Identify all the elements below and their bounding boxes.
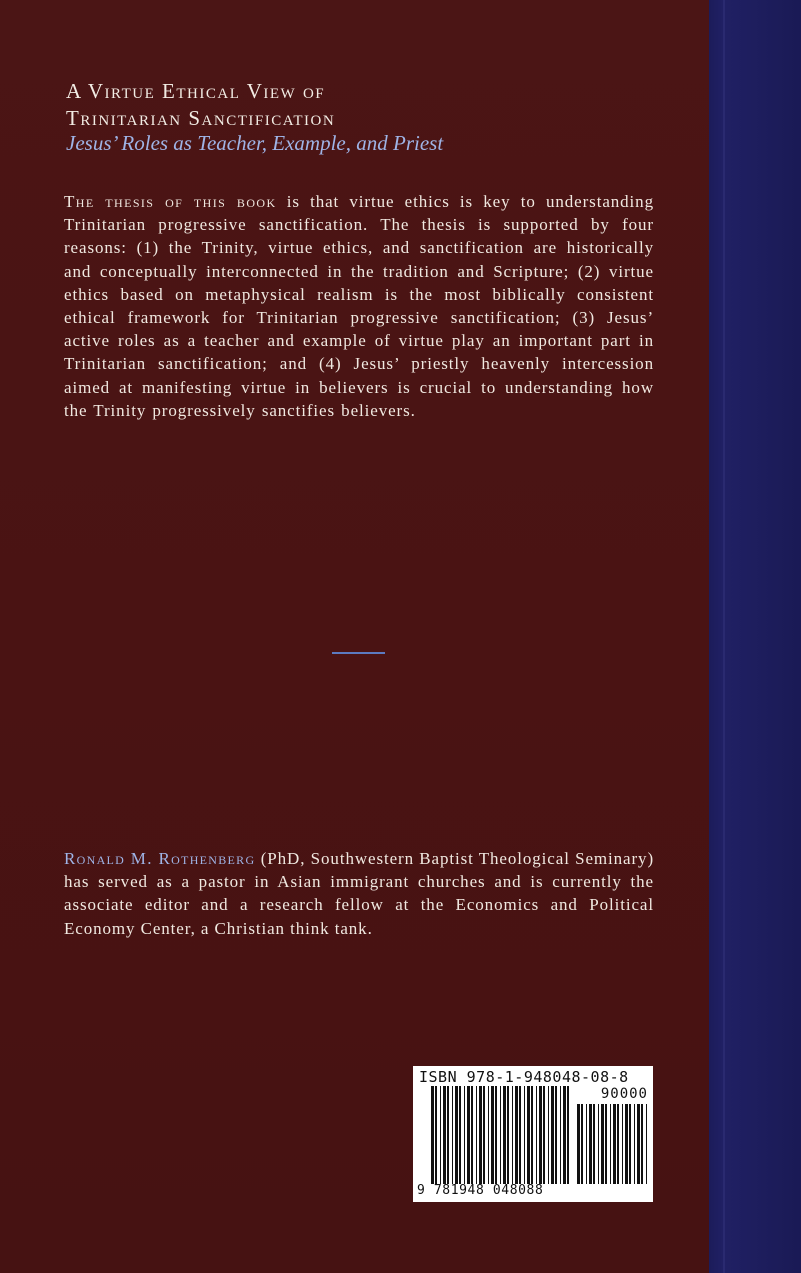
barcode-bar xyxy=(641,1104,643,1184)
description-lead: The thesis of this book xyxy=(64,192,277,211)
author-bio xyxy=(64,847,654,940)
barcode-bar xyxy=(613,1104,616,1184)
barcode-bar xyxy=(617,1104,619,1184)
barcode-bar xyxy=(629,1104,631,1184)
barcode-bar xyxy=(464,1086,465,1184)
barcode-bar xyxy=(634,1104,635,1184)
barcode-bar xyxy=(601,1104,604,1184)
title-line-2: Trinitarian Sanctification xyxy=(66,106,336,130)
barcode-bar xyxy=(519,1086,521,1184)
barcode-bar xyxy=(515,1086,518,1184)
barcode-bar xyxy=(476,1086,477,1184)
spine xyxy=(709,0,801,1273)
barcode-bar xyxy=(605,1104,607,1184)
barcode-bar xyxy=(543,1086,545,1184)
barcode-bar xyxy=(555,1086,557,1184)
barcode-bar xyxy=(440,1086,441,1184)
barcode-bar xyxy=(443,1086,446,1184)
barcode-bar xyxy=(625,1104,628,1184)
barcode-bar xyxy=(452,1086,453,1184)
barcode-bar xyxy=(567,1086,569,1184)
price-code: 90000 xyxy=(600,1086,648,1102)
book-description xyxy=(64,190,654,422)
description-text: is that virtue ethics is key to understanding Trinitarian progressive sanctification. The thesis is supported by four reasons: (1) the Trinity, virtue ethics, and sanctification are historically and conceptually interconnected in the tradition and Scripture; (2) virtue ethics based on metaphysical realism is the most biblically consistent ethical framework for Trinitarian progressive sanctification; (3) Jesus’ active roles as a teacher and example of virtue play an important part in Trinitarian sanctification; and (4) Jesus’ priestly heavenly intercession aimed at manifesting virtue in believers is crucial to understanding how the Trinity progressively sanctifies believers. xyxy=(64,192,654,420)
barcode-bar xyxy=(610,1104,611,1184)
barcode-bar xyxy=(459,1086,461,1184)
barcode-bar xyxy=(503,1086,506,1184)
barcode-bar xyxy=(646,1104,647,1184)
spine-rule xyxy=(723,0,725,1273)
barcode-bar xyxy=(598,1104,599,1184)
barcode-bar xyxy=(447,1086,449,1184)
barcode-bar xyxy=(531,1086,533,1184)
barcode-bar xyxy=(539,1086,542,1184)
barcode-bar xyxy=(507,1086,509,1184)
barcode-bar xyxy=(581,1104,583,1184)
ean-bars xyxy=(431,1086,569,1184)
book-title xyxy=(66,78,666,132)
barcode-bar xyxy=(455,1086,458,1184)
barcode-bar xyxy=(622,1104,623,1184)
isbn-label: ISBN 978-1-948048-08-8 xyxy=(419,1068,629,1086)
barcode-bar xyxy=(431,1086,434,1184)
barcode-bar xyxy=(536,1086,537,1184)
barcode-bar xyxy=(483,1086,485,1184)
book-subtitle: Jesus’ Roles as Teacher, Example, and Priest xyxy=(66,131,444,155)
barcode-bar xyxy=(467,1086,470,1184)
barcode-bar xyxy=(524,1086,525,1184)
barcode-bar xyxy=(589,1104,592,1184)
author-bio-text: (PhD, Southwestern Baptist Theological Seminary) has served as a pastor in Asian immigrant churches and is currently the associate editor and a research fellow at the Economics and Political Economy Center, a Christian think tank. xyxy=(64,849,655,938)
barcode-bar xyxy=(586,1104,587,1184)
barcode-bar xyxy=(491,1086,494,1184)
barcode-bar xyxy=(560,1086,561,1184)
barcode-bar xyxy=(527,1086,530,1184)
section-divider xyxy=(332,652,385,654)
barcode-bars xyxy=(413,1066,653,1202)
barcode-bar xyxy=(500,1086,501,1184)
author-name: Ronald M. Rothenberg xyxy=(64,849,256,868)
barcode-bar xyxy=(471,1086,473,1184)
barcode-bar xyxy=(488,1086,489,1184)
isbn-barcode xyxy=(413,1066,653,1202)
barcode-bar xyxy=(479,1086,482,1184)
barcode-bar xyxy=(577,1104,580,1184)
barcode-bar xyxy=(551,1086,554,1184)
barcode-bar xyxy=(548,1086,549,1184)
ean-digits: 9 781948 048088 xyxy=(417,1183,544,1198)
addon-bars xyxy=(577,1104,647,1184)
barcode-bar xyxy=(637,1104,640,1184)
barcode-bar xyxy=(495,1086,497,1184)
title-line-1: A Virtue Ethical View of xyxy=(66,79,326,103)
barcode-bar xyxy=(593,1104,595,1184)
barcode-bar xyxy=(563,1086,566,1184)
barcode-bar xyxy=(435,1086,437,1184)
barcode-bar xyxy=(512,1086,513,1184)
